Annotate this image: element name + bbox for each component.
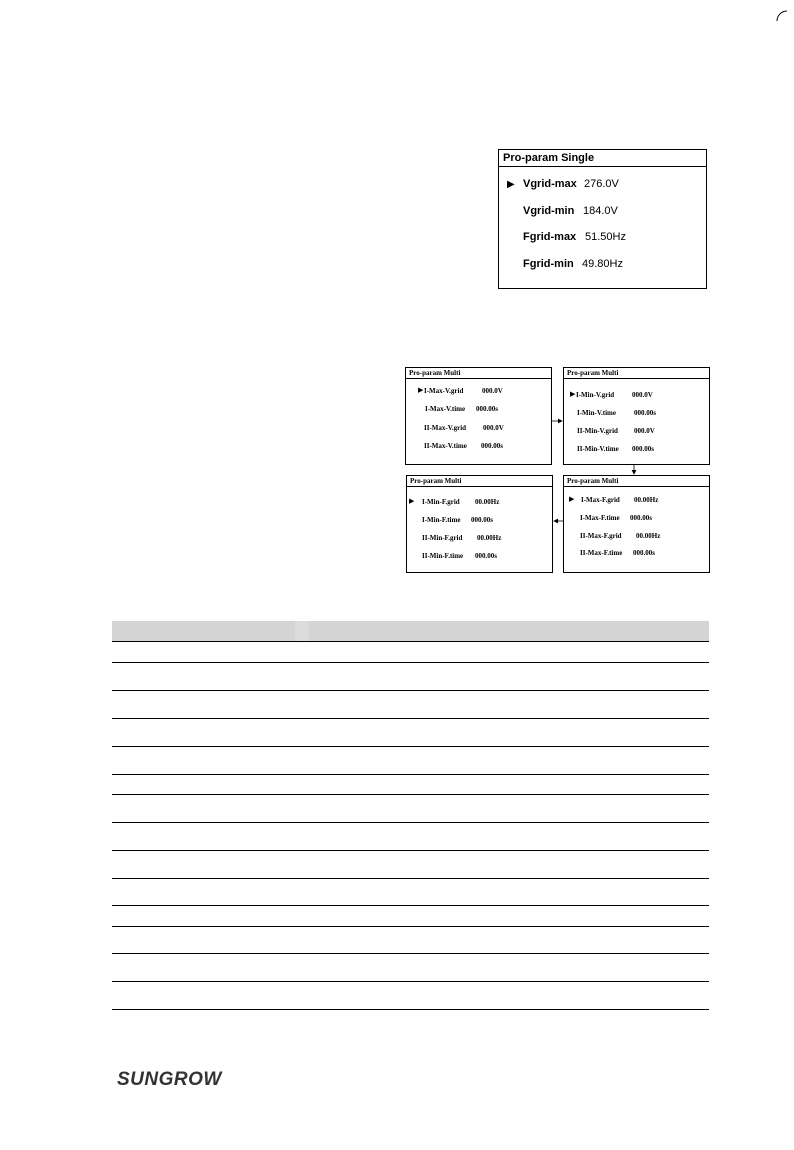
table-rule <box>112 774 709 775</box>
cursor-icon: ▶ <box>409 497 415 505</box>
table-rule <box>112 926 709 927</box>
pro-param-multi-screen-min-voltage <box>563 367 710 465</box>
param-name: II-Min-V.time <box>577 445 619 453</box>
param-name: II-Max-V.grid <box>424 424 467 432</box>
param-name: II-Min-F.grid <box>422 534 463 542</box>
param-name: Vgrid-min <box>523 205 575 217</box>
table-rule <box>112 850 709 851</box>
param-value: 000.00s <box>630 514 652 522</box>
param-value: 000.00s <box>476 405 498 413</box>
param-name: I-Max-F.time <box>580 514 620 522</box>
pro-param-multi-screen-min-frequency <box>406 475 553 573</box>
param-name: I-Min-V.time <box>577 409 616 417</box>
param-name: I-Min-F.time <box>422 516 461 524</box>
table-rule <box>112 953 709 954</box>
table-header-divider <box>295 621 309 641</box>
table-rule <box>112 718 709 719</box>
table-rule <box>112 662 709 663</box>
param-value: 00.00Hz <box>636 532 661 540</box>
cursor-icon: ▶ <box>570 390 576 398</box>
pro-param-multi-screen-max-voltage <box>405 367 552 465</box>
param-value: 49.80Hz <box>582 258 623 270</box>
cursor-icon: ▶ <box>418 386 424 394</box>
table-rule <box>112 981 709 982</box>
param-value: 000.0V <box>632 391 653 399</box>
param-value: 000.00s <box>475 552 497 560</box>
table-rule <box>112 746 709 747</box>
param-value: 00.00Hz <box>477 534 502 542</box>
table-rule <box>112 905 709 906</box>
param-name: Vgrid-max <box>523 178 577 190</box>
param-value: 000.00s <box>634 409 656 417</box>
param-name: I-Min-F.grid <box>422 498 460 506</box>
param-value: 276.0V <box>584 178 619 190</box>
param-name: I-Max-V.time <box>425 405 466 413</box>
table-header-row <box>112 621 709 641</box>
table-rule <box>112 794 709 795</box>
param-value: 000.00s <box>633 549 655 557</box>
param-value: 000.00s <box>632 445 654 453</box>
param-name: Fgrid-max <box>523 231 577 243</box>
screen-title: Pro-param Single <box>499 150 706 167</box>
table-rule <box>112 878 709 879</box>
param-value: 00.00Hz <box>475 498 500 506</box>
param-value: 000.00s <box>481 442 503 450</box>
param-name: I-Max-V.grid <box>424 387 464 395</box>
pro-param-multi-screen-max-frequency <box>563 475 710 573</box>
param-name: Fgrid-min <box>523 258 574 270</box>
table-rule <box>112 641 709 642</box>
screen-title: Pro-param Multi <box>564 368 709 379</box>
cursor-icon: ▶ <box>507 179 515 190</box>
param-value: 000.0V <box>483 424 504 432</box>
param-value: 00.00Hz <box>634 496 659 504</box>
screen-title: Pro-param Multi <box>406 368 551 379</box>
param-name: II-Max-F.time <box>580 549 623 557</box>
corner-mark-icon <box>776 10 788 22</box>
table-rule <box>112 690 709 691</box>
param-value: 184.0V <box>583 205 618 217</box>
screen-title: Pro-param Multi <box>564 476 709 487</box>
table-rule <box>112 1009 709 1010</box>
param-value: 000.00s <box>471 516 493 524</box>
pro-param-single-screen <box>498 149 707 289</box>
cursor-icon: ▶ <box>569 495 575 503</box>
param-name: II-Min-V.grid <box>577 427 618 435</box>
param-name: II-Min-F.time <box>422 552 464 560</box>
param-value: 51.50Hz <box>585 231 626 243</box>
param-name: II-Max-V.time <box>424 442 467 450</box>
param-value: 000.0V <box>634 427 655 435</box>
table-rule <box>112 822 709 823</box>
param-name: II-Max-F.grid <box>580 532 622 540</box>
sungrow-logo: SUNGROW <box>117 1069 222 1090</box>
param-value: 000.0V <box>482 387 503 395</box>
param-name: I-Min-V.grid <box>576 391 615 399</box>
param-name: I-Max-F.grid <box>581 496 620 504</box>
screen-title: Pro-param Multi <box>407 476 552 487</box>
